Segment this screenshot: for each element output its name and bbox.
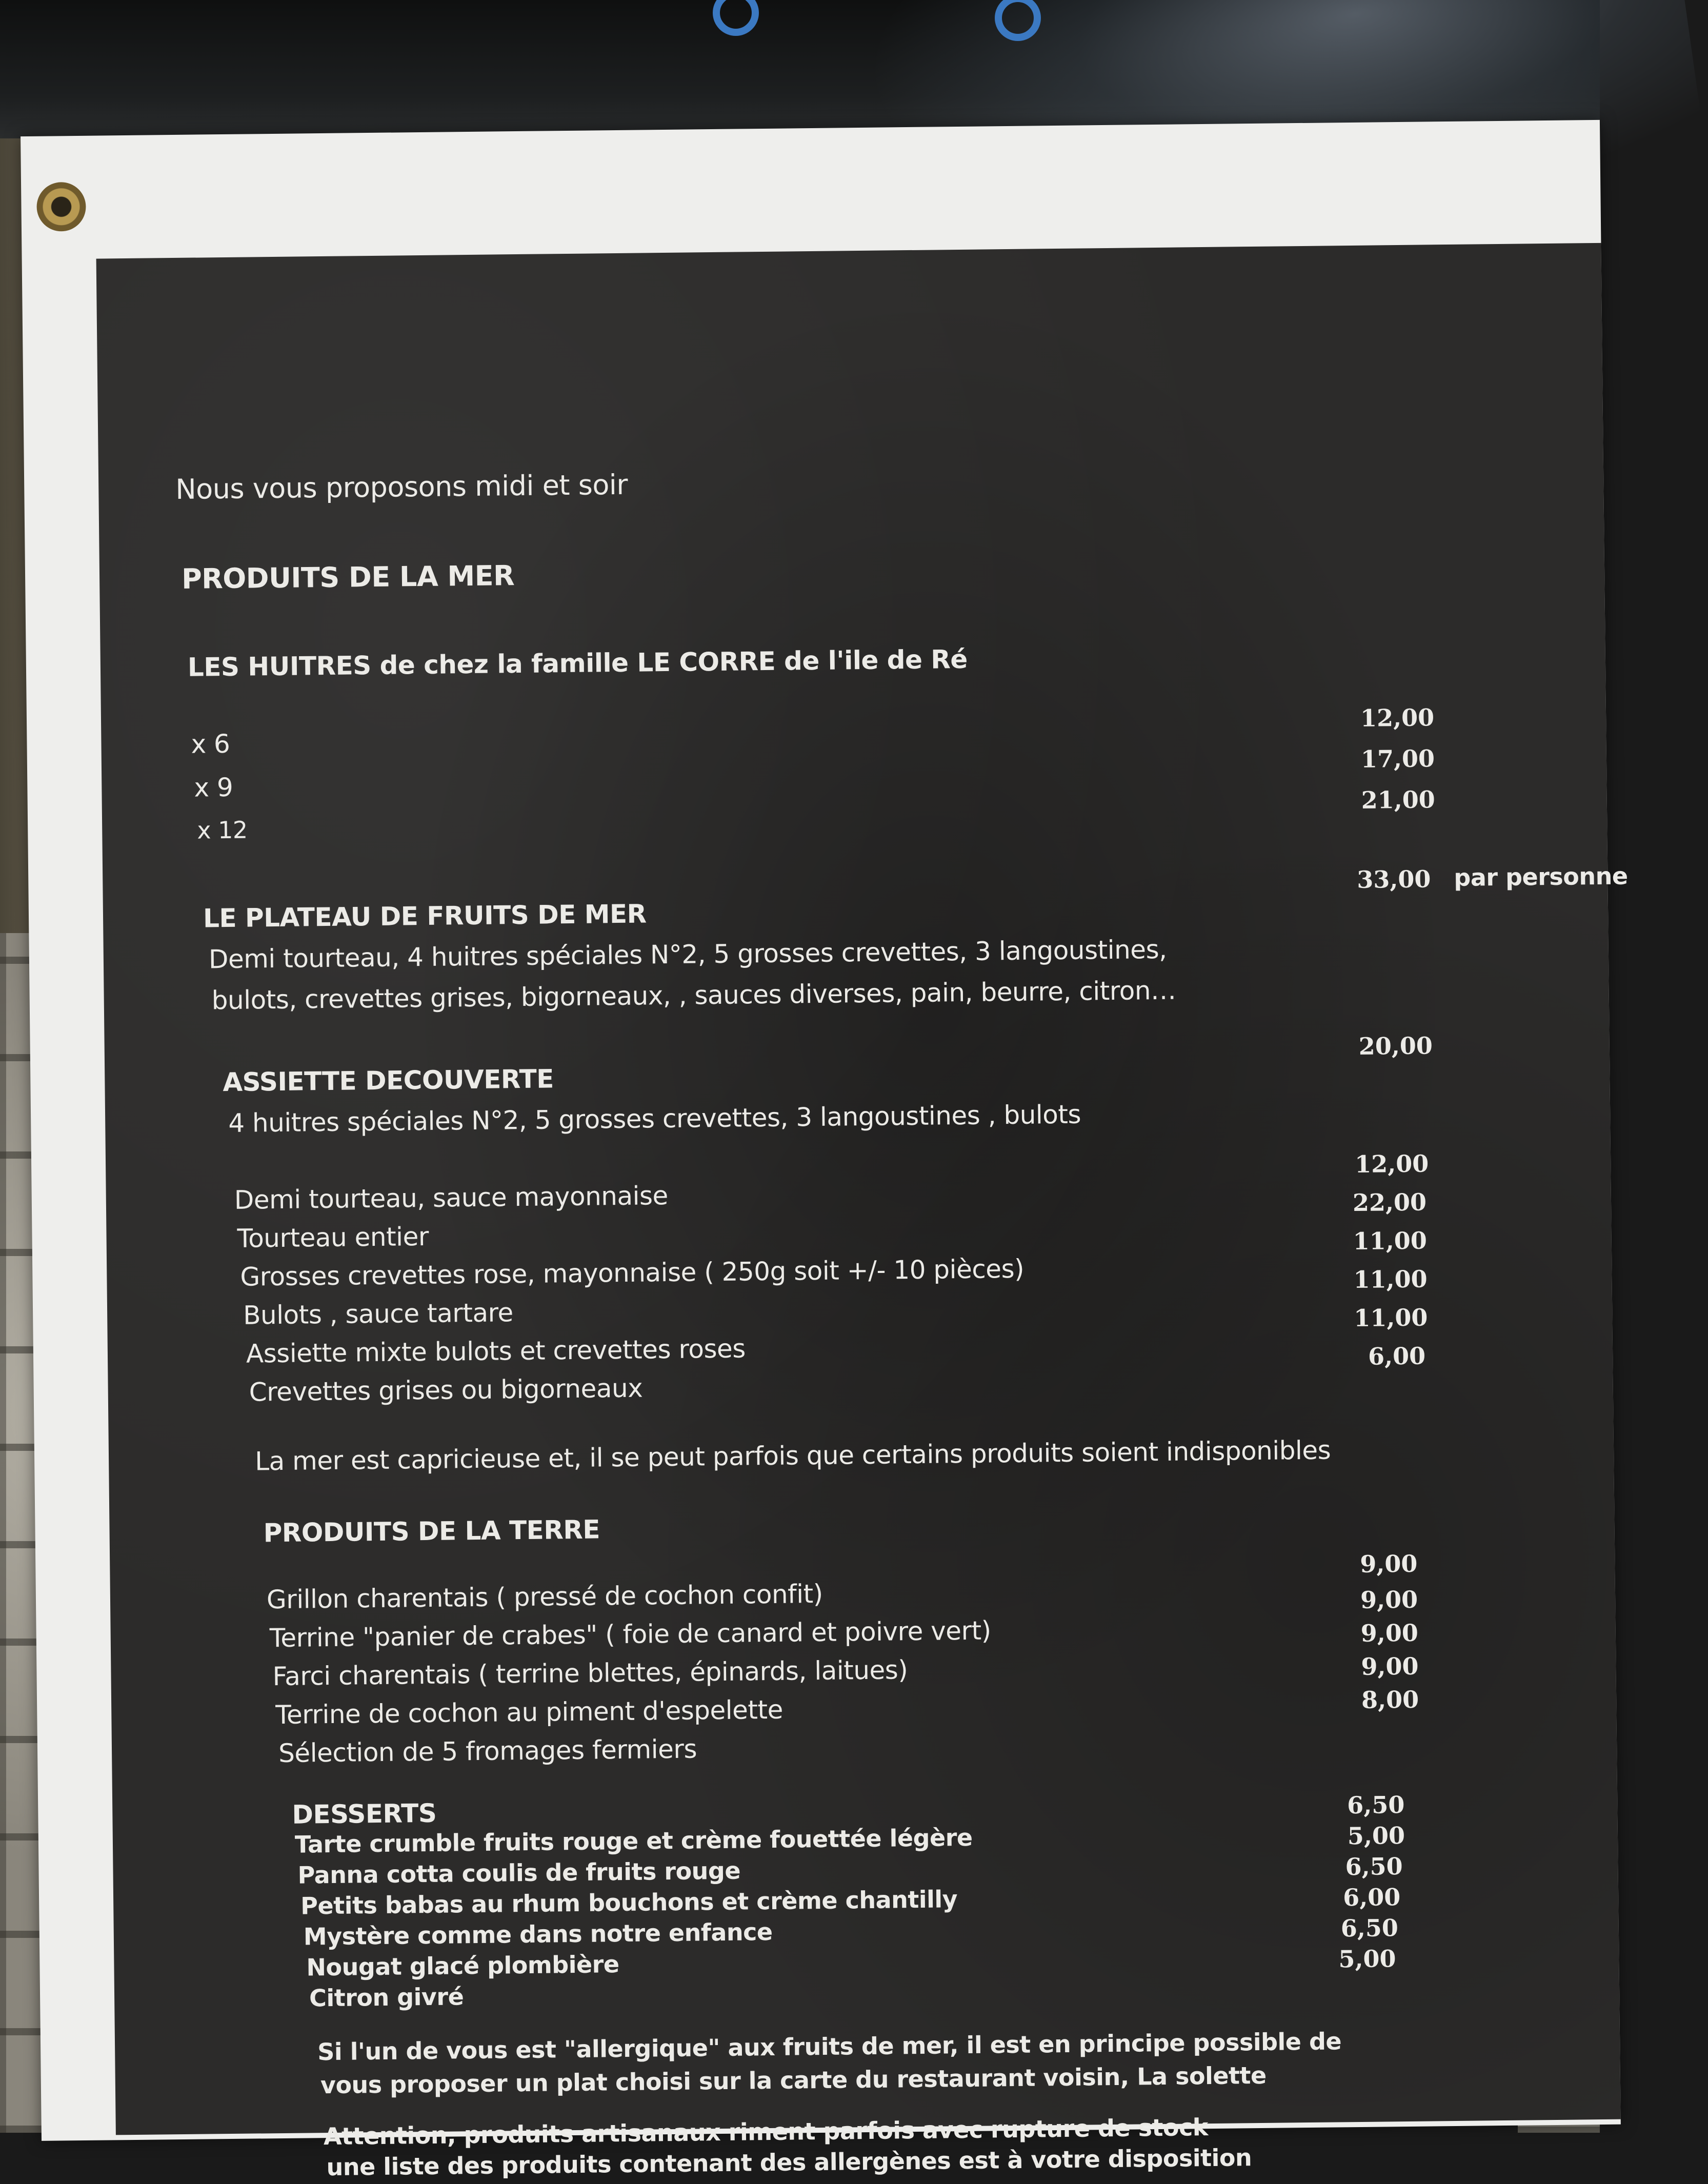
desserts-section-title: DESSERTS [292, 1798, 437, 1830]
land-item-2: Farci charentais ( terrine blettes, épinards, laitues) [272, 1655, 908, 1692]
plateau-desc-line1: Demi tourteau, 4 huitres spéciales N°2, 5 grosses crevettes, 3 langoustines, [208, 934, 1167, 975]
stock-note-line1: Attention, produits artisanaux riment parfois avec rupture de stock [323, 2113, 1209, 2151]
plateau-desc-line2: bulots, crevettes grises, bigorneaux, , sauces diverses, pain, beurre, citron… [211, 975, 1176, 1016]
dessert-price-2: 6,50 [1345, 1852, 1403, 1881]
grommet-top-left [36, 182, 86, 232]
dessert-item-3: Mystère comme dans notre enfance [303, 1917, 773, 1951]
dessert-price-1: 5,00 [1347, 1822, 1405, 1850]
land-price-1: 9,00 [1360, 1585, 1418, 1614]
land-item-0: Grillon charentais ( pressé de cochon confit) [266, 1579, 823, 1615]
oyster-qty-9: x 9 [194, 772, 233, 803]
assiette-title: ASSIETTE DECOUVERTE [223, 1064, 554, 1098]
menu-banner [21, 120, 1628, 2181]
dessert-item-2: Petits babas au rhum bouchons et crème chantilly [300, 1885, 958, 1920]
oyster-qty-6: x 6 [191, 729, 230, 759]
oyster-price-6: 12,00 [1360, 703, 1435, 732]
dessert-item-5: Citron givré [309, 1983, 464, 2012]
sea-item-3: Bulots , sauce tartare [243, 1298, 514, 1330]
allergy-note-line1: Si l'un de vous est "allergique" aux fruits de mer, il est en principe possible de [317, 2027, 1342, 2066]
assiette-price: 20,00 [1358, 1032, 1433, 1060]
dessert-item-0: Tarte crumble fruits rouge et crème fouettée légère [294, 1823, 973, 1858]
sea-price-2: 11,00 [1353, 1226, 1428, 1256]
sea-item-5: Crevettes grises ou bigorneaux [249, 1373, 643, 1407]
dessert-item-1: Panna cotta coulis de fruits rouge [297, 1856, 741, 1889]
land-price-3: 9,00 [1361, 1652, 1419, 1681]
dessert-price-0: 6,50 [1347, 1791, 1405, 1819]
land-price-2: 9,00 [1360, 1619, 1419, 1647]
sea-item-1: Tourteau entier [237, 1221, 429, 1253]
sea-price-5: 6,00 [1368, 1342, 1426, 1370]
intro-text: Nous vous proposons midi et soir [175, 468, 628, 505]
plateau-price-note: par personne [1454, 862, 1628, 892]
sea-item-2: Grosses crevettes rose, mayonnaise ( 250g soit +/- 10 pièces) [240, 1253, 1024, 1292]
dessert-price-5: 5,00 [1338, 1945, 1396, 1973]
sea-price-4: 11,00 [1354, 1303, 1428, 1332]
dessert-item-4: Nougat glacé plombière [306, 1950, 619, 1981]
dessert-price-3: 6,00 [1342, 1883, 1401, 1912]
menu-board [96, 243, 1628, 2181]
land-section-title: PRODUITS DE LA TERRE [263, 1514, 600, 1548]
plateau-title: LE PLATEAU DE FRUITS DE MER [203, 899, 647, 934]
oyster-qty-12: x 12 [196, 816, 248, 844]
sea-item-4: Assiette mixte bulots et crevettes roses [246, 1333, 746, 1369]
land-price-0: 9,00 [1360, 1549, 1418, 1578]
oyster-price-12: 21,00 [1361, 785, 1436, 814]
sea-price-3: 11,00 [1353, 1265, 1428, 1294]
stock-note-line2: une liste des produits contenant des allergènes est à votre disposition [326, 2143, 1252, 2181]
oysters-title: LES HUITRES de chez la famille LE CORRE de l'ile de Ré [187, 644, 968, 682]
land-item-4: Sélection de 5 fromages fermiers [278, 1734, 697, 1769]
plateau-price: 33,00 [1357, 865, 1431, 894]
allergy-note-line2: vous proposer un plat choisi sur la carte du restaurant voisin, La solette [320, 2061, 1267, 2099]
land-item-1: Terrine "panier de crabes" ( foie de canard et poivre vert) [269, 1615, 991, 1653]
sea-price-0: 12,00 [1354, 1149, 1429, 1178]
oyster-price-9: 17,00 [1360, 744, 1435, 773]
assiette-desc: 4 huitres spéciales N°2, 5 grosses crevettes, 3 langoustines , bulots [228, 1099, 1081, 1138]
sea-availability-note: La mer est capricieuse et, il se peut parfois que certains produits soient indisponibles [254, 1435, 1331, 1477]
land-price-4: 8,00 [1361, 1685, 1419, 1714]
sea-item-0: Demi tourteau, sauce mayonnaise [234, 1181, 669, 1215]
sea-price-1: 22,00 [1352, 1188, 1427, 1217]
dessert-price-4: 6,50 [1340, 1914, 1399, 1943]
sea-section-title: PRODUITS DE LA MER [181, 559, 515, 595]
land-item-3: Terrine de cochon au piment d'espelette [275, 1694, 783, 1730]
